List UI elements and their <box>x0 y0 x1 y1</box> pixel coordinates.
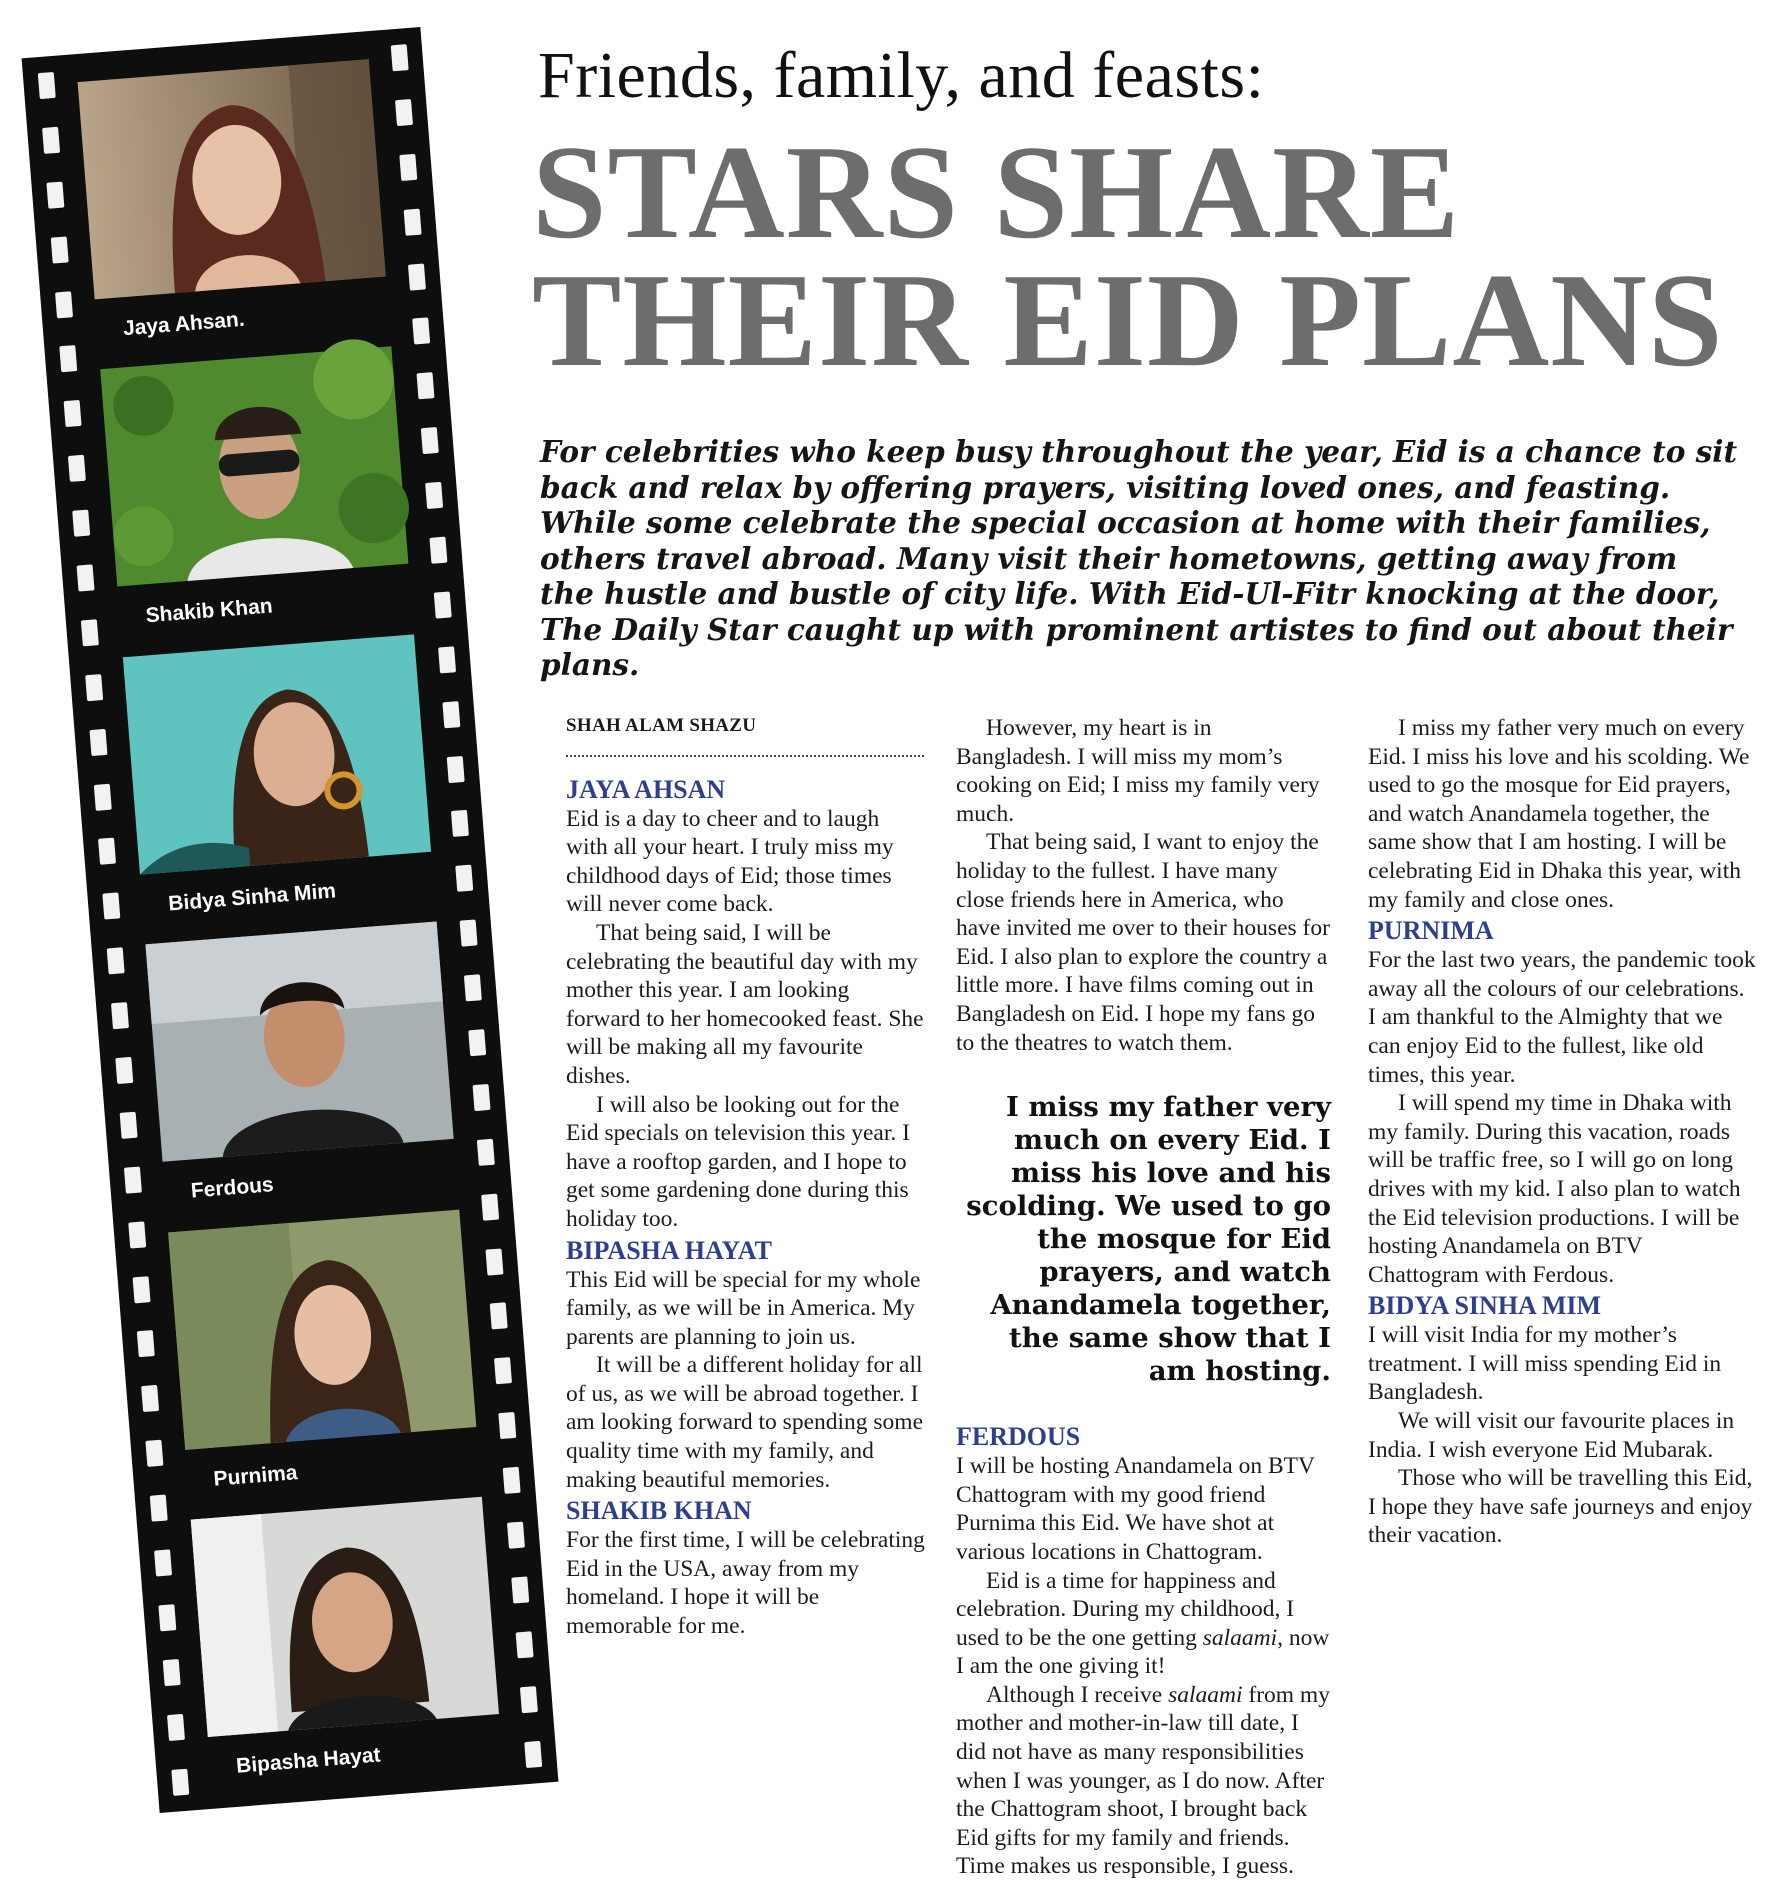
film-frame-ferdous <box>145 922 457 1214</box>
article-column-3 <box>1368 714 1758 1550</box>
paragraph: I will be hosting Anandamela on BTV Chattogram with my good friend Purnima this Eid. We have shot at various locations in Chattogram. <box>956 1453 1315 1565</box>
paragraph: I will spend my time in Dhaka with my family. During this vacation, roads will be traffic free, so I will go on long drives with my kid. I also plan to watch the Eid television productions. I will be hosting Anandamela on BTV Chattogram with Ferdous. <box>1368 1090 1741 1288</box>
photo-shakib-khan <box>100 347 408 587</box>
caption-bidya-sinha-mim: Bidya Sinha Mim <box>167 879 337 916</box>
article-column-2 <box>956 714 1331 1881</box>
section-heading-bidya-sinha-mim: BIDYA SINHA MIM <box>1368 1291 1602 1321</box>
caption-bipasha-hayat: Bipasha Hayat <box>235 1743 382 1778</box>
paragraph: This Eid will be special for my whole family, as we will be in America. My parents are planning to join us. <box>566 1266 921 1350</box>
main-headline <box>532 118 1752 394</box>
paragraph: However, my heart is in Bangladesh. I will miss my mom’s cooking on Eid; I miss my family very much. <box>956 715 1320 827</box>
paragraph: We will visit our favourite places in India. I wish everyone Eid Mubarak. <box>1368 1408 1735 1463</box>
paragraph: I will also be looking out for the Eid specials on television this year. I have a rooftop garden, and I hope to get some gardening done during this holiday too. <box>566 1091 910 1232</box>
film-frame-jaya-ahsan <box>78 59 390 351</box>
caption-jaya-ahsan: Jaya Ahsan. <box>122 307 246 341</box>
film-strip <box>22 27 559 1813</box>
caption-shakib-khan: Shakib Khan <box>144 594 274 628</box>
section-heading-jaya-ahsan: JAYA AHSAN <box>566 774 726 804</box>
section-heading-bipasha-hayat: BIPASHA HAYAT <box>566 1235 772 1265</box>
byline: SHAH ALAM SHAZU <box>566 712 924 757</box>
photo-bidya-sinha-mim <box>123 634 431 874</box>
photo-ferdous <box>145 922 453 1162</box>
film-frame-bipasha-hayat <box>191 1497 503 1789</box>
kicker-headline: Friends, family, and feasts: <box>538 39 1265 112</box>
photo-bipasha-hayat <box>191 1497 499 1737</box>
caption-purnima: Purnima <box>212 1460 299 1491</box>
paragraph: Those who will be travelling this Eid, I hope they have safe journeys and enjoy their vacation. <box>1368 1465 1753 1549</box>
section-heading-purnima: PURNIMA <box>1368 916 1494 946</box>
paragraph: That being said, I want to enjoy the holiday to the fullest. I have many close friends here in America, who have invited me over to their houses for Eid. I also plan to explore the country a little more. I have films coming out in Bangladesh on Eid. I hope my fans go to the theatres to watch them. <box>956 829 1330 1056</box>
film-frame-bidya-sinha-mim <box>123 634 435 926</box>
paragraph: That being said, I will be celebrating the beautiful day with my mother this year. I am looking forward to her homecooked feast. She will be making all my favourite dishes. <box>566 919 924 1089</box>
paragraph: For the last two years, the pandemic took away all the colours of our celebrations. I am thankful to the Almighty that we can enjoy Eid to the fullest, like old times, this year. <box>1368 947 1756 1088</box>
standfirst: For celebrities who keep busy throughout the year, Eid is a chance to sit back and relax by offering prayers, visiting loved ones, and feasting. While some celebrate the special occasion at home with their families, others travel abroad. Many visit their hometowns, getting away from the hustle and bustle of city life. With Eid-Ul-Fitr knocking at the door, The Daily Star caught up with prominent artistes to find out about their plans. <box>540 434 1738 682</box>
photo-jaya-ahsan <box>78 59 386 299</box>
headline-line-2: THEIR EID PLANS <box>532 246 1724 394</box>
caption-ferdous: Ferdous <box>190 1173 275 1203</box>
paragraph: I will visit India for my mother’s treatment. I will miss spending Eid in Bangladesh. <box>1368 1322 1722 1406</box>
paragraph: For the first time, I will be celebrating Eid in the USA, away from my homeland. I hope it will be memorable for me. <box>566 1527 925 1640</box>
headline-line-1: STARS SHARE <box>532 118 1461 266</box>
paragraph: Eid is a time for happiness and celebration. During my childhood, I used to be the one getting salaami, now I am the one giving it! <box>956 1567 1330 1680</box>
article-column-1 <box>566 712 926 1641</box>
paragraph: Although I receive salaami from my mother and mother-in-law till date, I did not have as many responsibilities when I was younger, as I do now. After the Chattogram shoot, I brought back Eid gifts for my family and friends. Time makes us responsible, I guess. <box>956 1681 1330 1880</box>
section-heading-shakib-khan: SHAKIB KHAN <box>566 1496 752 1526</box>
paragraph: Eid is a day to cheer and to laugh with all your heart. I truly miss my childhood days of Eid; those times will never come back. <box>566 805 894 918</box>
film-frame-shakib-khan <box>100 347 412 639</box>
film-frame-purnima <box>168 1209 480 1501</box>
section-heading-ferdous: FERDOUS <box>956 1422 1081 1452</box>
paragraph: I miss my father very much on every Eid. I miss his love and his scolding. We used to go the mosque for Eid prayers, and watch Anandamela together, the same show that I am hosting. I will be celebrating Eid in Dhaka this year, with my family and close ones. <box>1368 715 1750 913</box>
pull-quote: I miss my father very much on every Eid. I miss his love and his scolding. We used to go the mosque for Eid prayers, and watch Anandamela together, the same show that I am hosting. <box>966 1091 1331 1388</box>
photo-purnima <box>168 1209 476 1449</box>
film-frames <box>78 59 503 1789</box>
paragraph: It will be a different holiday for all of us, as we will be abroad together. I am looking forward to spending some quality time with my family, and making beautiful memories. <box>566 1352 924 1493</box>
